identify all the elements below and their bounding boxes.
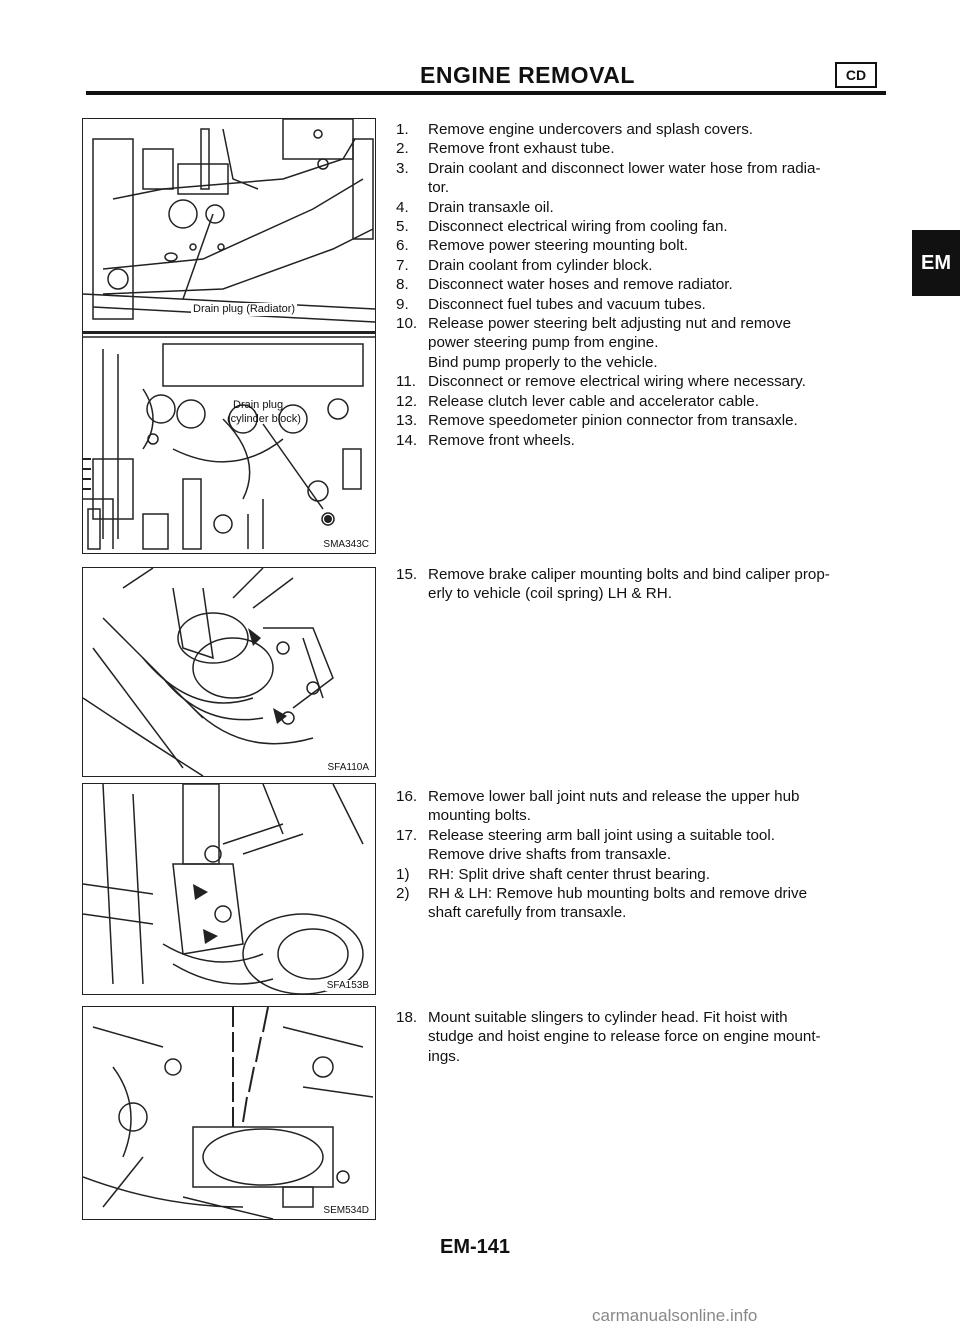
page-number: EM-141 — [440, 1236, 511, 1258]
step-text: Release clutch lever cable and accelerator cable. — [428, 392, 759, 410]
header-rule — [86, 91, 886, 95]
step-item — [396, 372, 896, 391]
step-text-cont: Remove drive shafts from transaxle. — [428, 846, 672, 864]
step-number: 2) — [396, 885, 410, 903]
figure-drain-plugs — [82, 118, 376, 554]
steps-group-4 — [396, 1008, 896, 1066]
step-item — [396, 198, 896, 217]
step-text: Remove power steering mounting bolt. — [428, 237, 689, 255]
figure-code: SEM534D — [323, 1205, 369, 1216]
step-item — [396, 256, 896, 275]
step-number: 6. — [396, 237, 409, 255]
step-item — [396, 865, 896, 884]
figure-engine-hoist — [82, 1006, 376, 1220]
page-title: ENGINE REMOVAL — [420, 62, 635, 88]
step-number: 3. — [396, 159, 409, 177]
step-number: 4. — [396, 198, 409, 216]
watermark: carmanualsonline.info — [592, 1306, 758, 1325]
step-number: 8. — [396, 276, 409, 294]
hub-ball-joint-illustration — [83, 784, 375, 994]
step-text: Remove front exhaust tube. — [428, 140, 615, 158]
step-item — [396, 159, 896, 198]
step-item — [396, 411, 896, 430]
step-item — [396, 1008, 896, 1066]
step-number: 1) — [396, 865, 410, 883]
step-text: Remove brake caliper mounting bolts and bind caliper prop- — [428, 566, 830, 583]
step-text: Release power steering belt adjusting nut and remove — [428, 315, 792, 333]
step-text: Disconnect electrical wiring from cooling fan. — [428, 218, 728, 236]
step-number: 16. — [396, 788, 418, 805]
engine-hoist-illustration — [83, 1007, 375, 1219]
step-number: 7. — [396, 256, 409, 274]
section-tab — [912, 230, 960, 296]
figure-code: SMA343C — [323, 539, 369, 550]
step-text-cont: studge and hoist engine to release force on engine mount- — [428, 1028, 821, 1046]
step-item — [396, 139, 896, 158]
step-text-cont: power steering pump from engine. — [428, 334, 659, 352]
figure-hub-ball-joint — [82, 783, 376, 995]
step-number: 2. — [396, 140, 409, 158]
step-item — [396, 392, 896, 411]
step-number: 10. — [396, 315, 418, 333]
drain-plugs-illustration — [83, 119, 375, 553]
step-item — [396, 314, 896, 372]
step-text: Disconnect or remove electrical wiring where necessary. — [428, 373, 806, 391]
step-item — [396, 884, 896, 923]
step-text: Disconnect water hoses and remove radiator. — [428, 276, 733, 294]
steps-group-3 — [396, 787, 896, 923]
step-number: 5. — [396, 218, 409, 236]
step-number: 1. — [396, 121, 409, 138]
step-number: 17. — [396, 826, 418, 844]
section-tab-label: EM — [921, 252, 951, 274]
step-text: Drain transaxle oil. — [428, 198, 554, 216]
step-text: Remove engine undercovers and splash covers. — [428, 121, 754, 138]
steps-group-2 — [396, 565, 896, 604]
step-text-cont: erly to vehicle (coil spring) LH & RH. — [428, 585, 672, 603]
step-text: Remove lower ball joint nuts and release the upper hub — [428, 788, 800, 805]
callout-radiator-drain: Drain plug (Radiator) — [193, 303, 296, 315]
step-item — [396, 431, 896, 450]
figure-code: SFA153B — [326, 980, 369, 991]
step-text: Remove speedometer pinion connector from transaxle. — [428, 412, 798, 430]
step-number: 11. — [396, 373, 416, 391]
brake-caliper-illustration — [83, 568, 375, 776]
step-number: 9. — [396, 295, 409, 313]
step-text-cont: mounting bolts. — [428, 807, 531, 825]
step-text: Drain coolant and disconnect lower water hose from radia- — [428, 159, 821, 177]
step-item — [396, 120, 896, 139]
engine-code-badge: CD — [835, 62, 877, 88]
figure-code: SFA110A — [327, 762, 369, 773]
step-number: 14. — [396, 431, 418, 449]
figure-brake-caliper — [82, 567, 376, 777]
step-text: Mount suitable slingers to cylinder head. Fit hoist with — [428, 1009, 788, 1026]
step-text: RH: Split drive shaft center thrust bearing. — [428, 865, 710, 883]
step-item — [396, 275, 896, 294]
step-text: Release steering arm ball joint using a suitable tool. — [428, 826, 775, 844]
callout-block-drain-sub: (cylinder block) — [227, 413, 301, 425]
step-number: 15. — [396, 566, 418, 583]
step-text-cont: ings. — [428, 1047, 461, 1065]
step-text: Remove front wheels. — [428, 431, 575, 449]
step-number: 18. — [396, 1009, 418, 1026]
step-text: Disconnect fuel tubes and vacuum tubes. — [428, 295, 706, 313]
step-text: RH & LH: Remove hub mounting bolts and remove drive — [428, 885, 808, 903]
step-number: 12. — [396, 392, 418, 410]
callout-block-drain: Drain plug — [233, 399, 284, 411]
step-item — [396, 236, 896, 255]
step-text-cont: shaft carefully from transaxle. — [428, 904, 627, 922]
step-text-cont: Bind pump properly to the vehicle. — [428, 353, 658, 371]
step-text-cont: tor. — [428, 179, 450, 197]
step-item — [396, 295, 896, 314]
step-item — [396, 787, 896, 826]
step-item — [396, 565, 896, 604]
steps-group-1 — [396, 120, 896, 450]
step-item — [396, 826, 896, 865]
step-number: 13. — [396, 412, 418, 430]
step-item — [396, 217, 896, 236]
step-text: Drain coolant from cylinder block. — [428, 256, 653, 274]
